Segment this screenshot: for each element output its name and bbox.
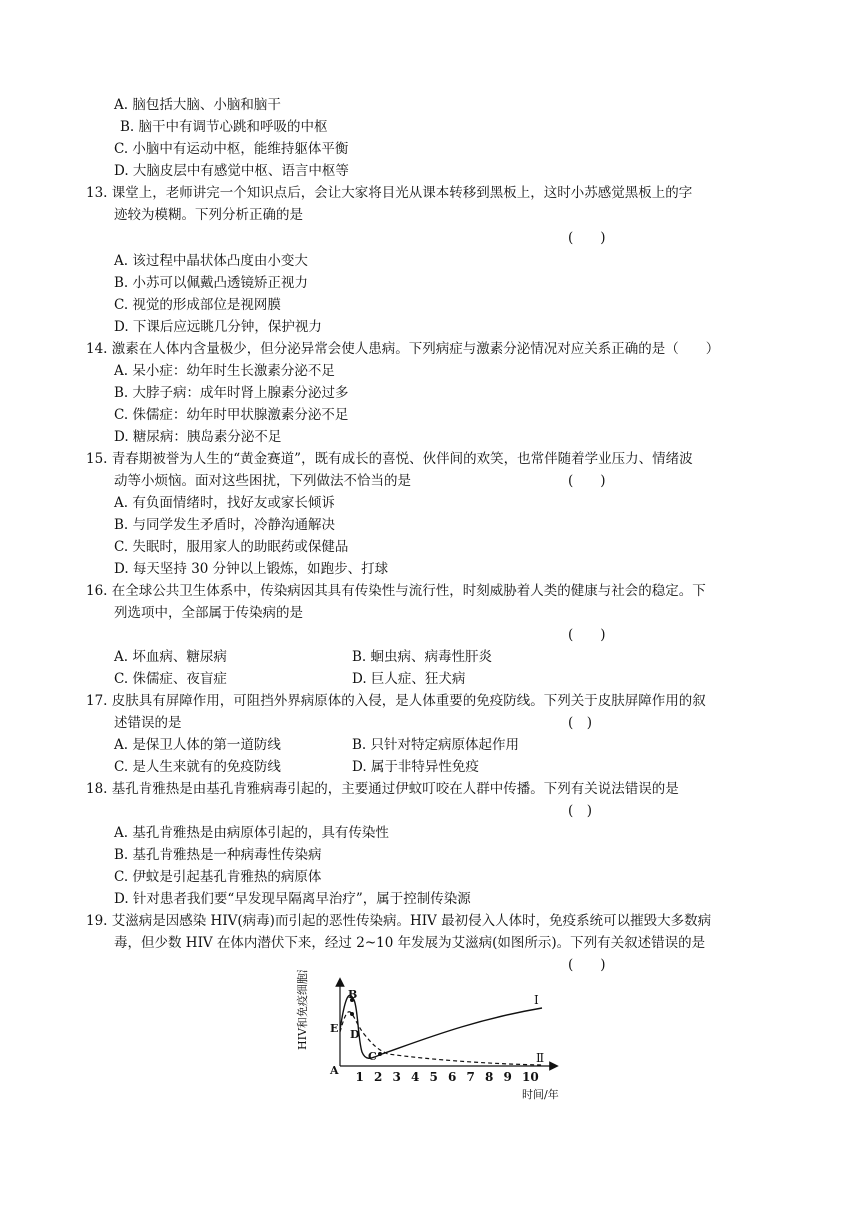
series-I-line [340,995,542,1058]
hiv-chart [292,970,572,1110]
x-axis-label: 时间/年 [522,1088,559,1101]
hiv-chart-svg [292,970,572,1110]
q15-option-d: D. 每天坚持 30 分钟以上锻炼，如跑步、打球 [114,561,389,577]
q17-stem-line-1: 17. 皮肤具有屏障作用，可阻挡外界病原体的入侵，是人体重要的免疫防线。下列关于皮肤屏障作用的叙 [86,693,706,709]
q18-option-b: B. 基孔肯雅热是一种病毒性传染病 [114,847,322,863]
q15-stem-line-2: 动等小烦恼。面对这些困扰，下列做法不恰当的是 [114,473,411,489]
q19-answer-bracket: ( ) [568,957,606,973]
q16-option-b: B. 蛔虫病、病毒性肝炎 [352,649,493,665]
q12-option-b: B. 脑干中有调节心跳和呼吸的中枢 [120,119,328,135]
q17-answer-bracket: ( ) [568,715,593,731]
x-tick-label: 10 [522,1070,539,1084]
x-tick-label: 4 [411,1070,420,1084]
q13-option-d: D. 下课后应远眺几分钟，保护视力 [114,319,322,335]
q13-stem-line-2: 迹较为模糊。下列分析正确的是 [114,207,303,223]
y-axis-label: HIV和免疫细胞浓度 [296,970,309,1050]
q17-option-b: B. 只针对特定病原体起作用 [352,737,520,753]
q14-stem-line-1: 14. 激素在人体内含量极少，但分泌异常会使人患病。下列病症与激素分泌情况对应关系正确的是（ ） [86,341,720,357]
q14-option-d: D. 糖尿病：胰岛素分泌不足 [114,429,282,445]
q17-option-d: D. 属于非特异性免疫 [352,759,479,775]
q12-option-c: C. 小脑中有运动中枢，能维持躯体平衡 [114,141,349,157]
q13-option-c: C. 视觉的形成部位是视网膜 [114,297,281,313]
q14-option-a: A. 呆小症：幼年时生长激素分泌不足 [114,363,335,379]
x-tick-labels [356,1070,539,1084]
q14-option-c: C. 侏儒症：幼年时甲状腺激素分泌不足 [114,407,349,423]
q18-option-a: A. 基孔肯雅热是由病原体引起的，具有传染性 [114,825,389,841]
x-tick-label: 3 [392,1070,401,1084]
x-tick-label: 7 [466,1070,475,1084]
q14-option-b: B. 大脖子病：成年时肾上腺素分泌过多 [114,385,349,401]
q16-option-d: D. 巨人症、狂犬病 [352,671,466,687]
series-II-label: Ⅱ [536,1051,545,1065]
q16-option-a: A. 坏血病、糖尿病 [114,649,227,665]
x-tick-label: 1 [355,1070,364,1084]
q13-stem-line-1: 13. 课堂上，老师讲完一个知识点后，会让大家将目光从课本转移到黑板上，这时小苏感觉黑板上的字 [86,185,693,201]
q16-stem-line-2: 列选项中，全部属于传染病的是 [114,605,303,621]
q15-answer-bracket: ( ) [568,473,606,489]
point-C-dot [378,1052,382,1056]
point-E-label: E [330,1022,339,1035]
point-C-label: C [368,1050,377,1063]
x-tick-label: 5 [429,1070,438,1084]
q19-stem-line-1: 19. 艾滋病是因感染 HIV(病毒)而引起的恶性传染病。HIV 最初侵入人体时，免疫系统可以摧毁大多数病 [86,913,712,929]
q18-option-d: D. 针对患者我们要“早发现早隔离早治疗”，属于控制传染源 [114,891,471,907]
q15-stem-line-1: 15. 青春期被誉为人生的“黄金赛道”，既有成长的喜悦、伙伴间的欢笑，也常伴随着学业压力、情绪波 [86,451,693,467]
q18-option-c: C. 伊蚊是引起基孔肯雅热的病原体 [114,869,322,885]
q16-stem-line-1: 16. 在全球公共卫生体系中，传染病因其具有传染性与流行性，时刻威胁着人类的健康与社会的稳定。下 [86,583,706,599]
q15-option-a: A. 有负面情绪时，找好友或家长倾诉 [114,495,335,511]
q16-option-c: C. 侏儒症、夜盲症 [114,671,227,687]
q12-option-d: D. 大脑皮层中有感觉中枢、语言中枢等 [114,163,349,179]
q18-answer-bracket: ( ) [568,803,593,819]
q12-option-a: A. 脑包括大脑、小脑和脑干 [114,97,281,113]
q18-stem-line-1: 18. 基孔肯雅热是由基孔肯雅病毒引起的，主要通过伊蚊叮咬在人群中传播。下列有关说法错误的是 [86,781,679,797]
q15-option-b: B. 与同学发生矛盾时，冷静沟通解决 [114,517,336,533]
q17-option-c: C. 是人生来就有的免疫防线 [114,759,281,775]
x-tick-label: 6 [448,1070,457,1084]
q13-answer-bracket: ( ) [568,230,606,246]
q19-stem-line-2: 毒，但少数 HIV 在体内潜伏下来，经过 2~10 年发展为艾滋病(如图所示)。下列有关叙述错误的是 [114,935,706,951]
point-D-dot [350,1012,354,1016]
q16-answer-bracket: ( ) [568,627,606,643]
point-D-label: D [350,1028,360,1041]
q15-option-c: C. 失眠时，服用家人的助眠药或保健品 [114,539,349,555]
q13-option-b: B. 小苏可以佩戴凸透镜矫正视力 [114,275,309,291]
q17-option-a: A. 是保卫人体的第一道防线 [114,737,281,753]
x-tick-label: 2 [374,1070,383,1084]
point-B-label: B [348,988,358,1001]
x-tick-label: 8 [485,1070,494,1084]
series-I-label: Ⅰ [534,993,539,1007]
q13-option-a: A. 该过程中晶状体凸度由小变大 [114,253,308,269]
q17-stem-line-2: 述错误的是 [114,715,182,731]
point-A-label: A [330,1064,339,1077]
x-tick-label: 9 [503,1070,512,1084]
